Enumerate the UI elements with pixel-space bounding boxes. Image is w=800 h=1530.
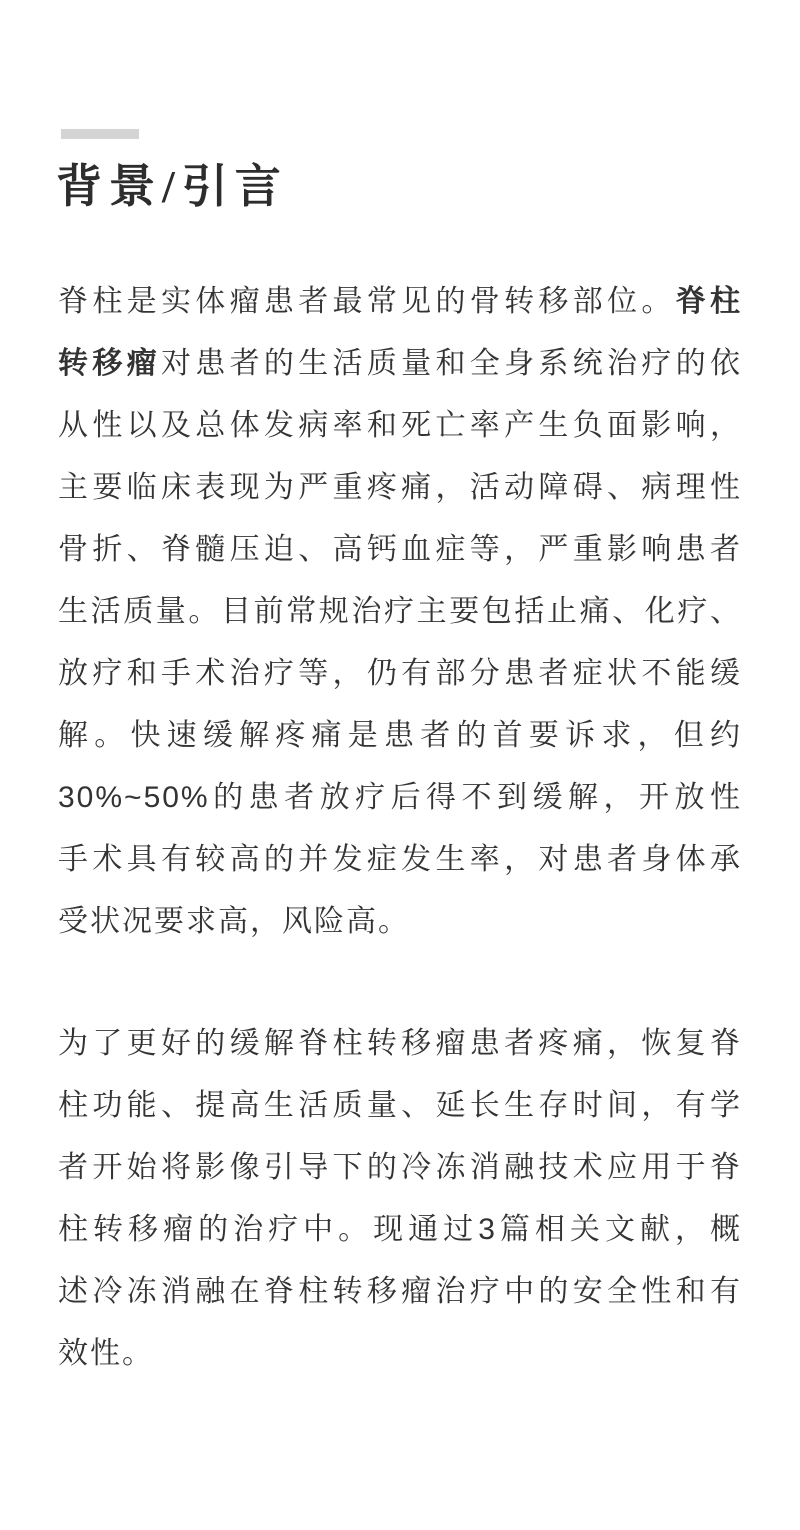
text-line xyxy=(58,271,742,333)
paragraph-background xyxy=(58,271,742,953)
text-line: 手术具有较高的并发症发生率，对患者身体承 xyxy=(58,843,742,876)
text-line: 述冷冻消融在脊柱转移瘤治疗中的安全性和有 xyxy=(58,1275,742,1308)
bold-text-segment: 脊柱 xyxy=(675,285,743,318)
text-segment: 对患者的生活质量和全身系统治疗的依 xyxy=(160,347,743,380)
text-line: 者开始将影像引导下的冷冻消融技术应用于脊 xyxy=(58,1151,742,1184)
text-line: 30%~50%的患者放疗后得不到缓解，开放性 xyxy=(58,781,742,814)
text-line: 效性。 xyxy=(58,1337,154,1370)
text-line: 受状况要求高，风险高。 xyxy=(58,905,410,938)
text-line: 柱功能、提高生活质量、延长生存时间，有学 xyxy=(58,1089,742,1122)
text-line: 生活质量。目前常规治疗主要包括止痛、化疗、 xyxy=(58,595,742,628)
paragraph-purpose xyxy=(58,1013,742,1385)
accent-bar xyxy=(61,129,139,139)
text-line: 解。快速缓解疼痛是患者的首要诉求，但约 xyxy=(58,719,742,752)
text-segment: 脊柱是实体瘤患者最常见的骨转移部位。 xyxy=(58,285,676,318)
text-line: 骨折、脊髓压迫、高钙血症等，严重影响患者 xyxy=(58,533,742,566)
text-line: 主要临床表现为严重疼痛，活动障碍、病理性 xyxy=(58,471,742,504)
text-line xyxy=(58,333,742,395)
text-line: 放疗和手术治疗等，仍有部分患者症状不能缓 xyxy=(58,657,742,690)
text-line: 从性以及总体发病率和死亡率产生负面影响， xyxy=(58,409,742,442)
text-line: 柱转移瘤的治疗中。现通过3篇相关文献，概 xyxy=(58,1213,742,1246)
bold-text-segment: 转移瘤 xyxy=(58,347,161,380)
text-line: 为了更好的缓解脊柱转移瘤患者疼痛，恢复脊 xyxy=(58,1027,742,1060)
section-title: 背景/引言 xyxy=(56,161,288,212)
